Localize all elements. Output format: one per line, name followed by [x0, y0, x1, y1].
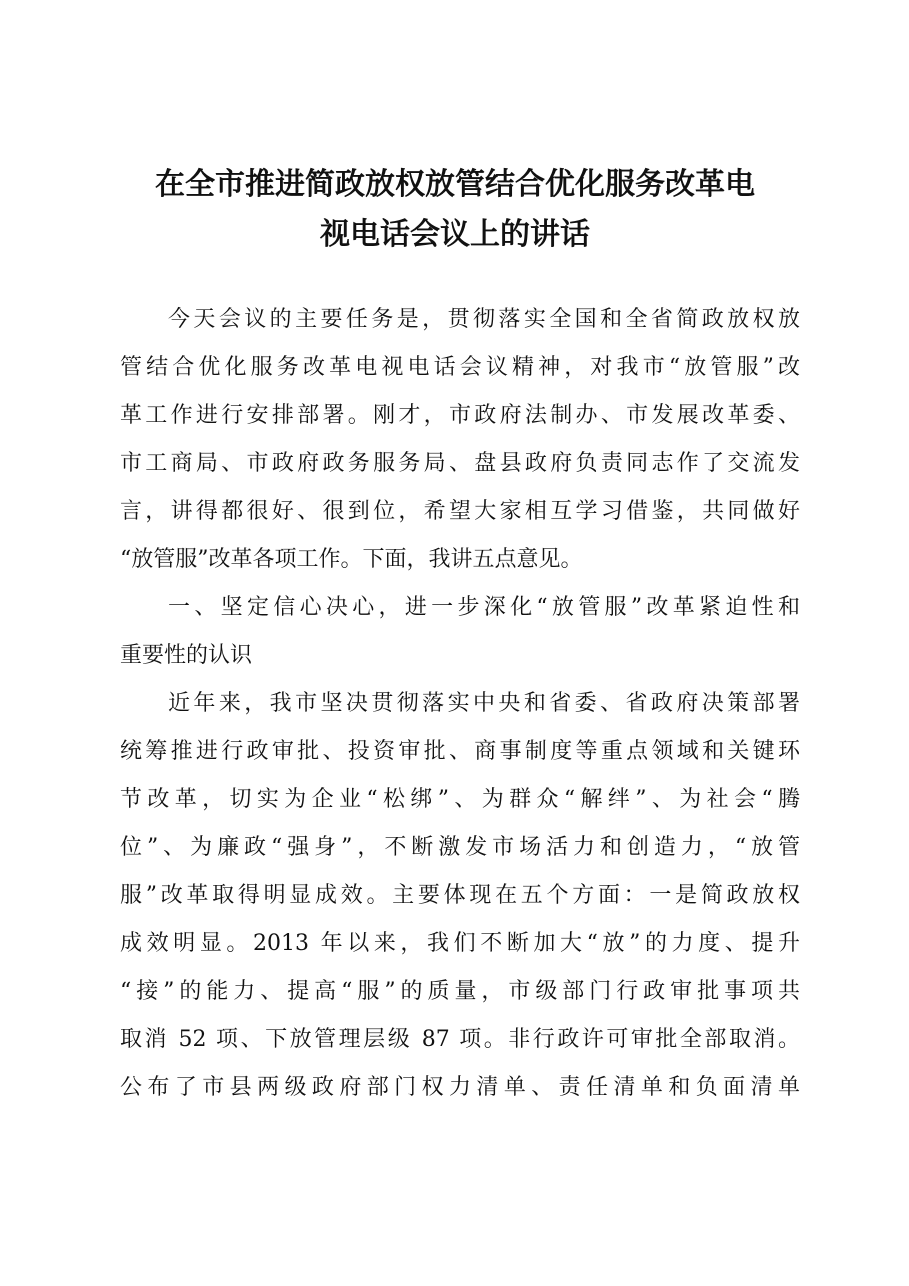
document-title	[110, 160, 800, 260]
text-line: “放管服”改革各项工作。下面，我讲五点意见。	[120, 547, 583, 572]
text-line: 成效明显。2013 年以来，我们不断加大“放”的力度、提升	[120, 931, 800, 956]
title-line-2: 视电话会议上的讲话	[320, 217, 590, 252]
text-line: 言，讲得都很好、很到位，希望大家相互学习借鉴，共同做好	[120, 499, 800, 524]
text-line: 一、坚定信心决心，进一步深化“放管服”改革紧迫性和	[168, 595, 800, 620]
document-body	[120, 296, 800, 1112]
text-line: 今天会议的主要任务是，贯彻落实全国和全省简政放权放	[168, 307, 800, 332]
title-line-1: 在全市推进简政放权放管结合优化服务改革电	[155, 167, 755, 202]
text-line: 公布了市县两级政府部门权力清单、责任清单和负面清单	[120, 1075, 800, 1100]
text-line: 重要性的认识	[120, 643, 253, 668]
text-line: 取消 52 项、下放管理层级 87 项。非行政许可审批全部取消。	[120, 1027, 800, 1052]
text-line: 统筹推进行政审批、投资审批、商事制度等重点领域和关键环	[120, 739, 800, 764]
text-line: 市工商局、市政府政务服务局、盘县政府负责同志作了交流发	[120, 451, 800, 476]
text-line: 节改革，切实为企业“松绑”、为群众“解绊”、为社会“腾	[120, 787, 800, 812]
text-line: 位”、为廉政“强身”，不断激发市场活力和创造力，“放管	[120, 835, 800, 860]
text-line: 管结合优化服务改革电视电话会议精神，对我市“放管服”改	[120, 355, 800, 380]
text-line: 服”改革取得明显成效。主要体现在五个方面：一是简政放权	[120, 883, 800, 908]
text-line: “接”的能力、提高“服”的质量，市级部门行政审批事项共	[120, 979, 800, 1004]
text-line: 近年来，我市坚决贯彻落实中央和省委、省政府决策部署	[168, 691, 800, 716]
text-line: 革工作进行安排部署。刚才，市政府法制办、市发展改革委、	[120, 403, 800, 428]
